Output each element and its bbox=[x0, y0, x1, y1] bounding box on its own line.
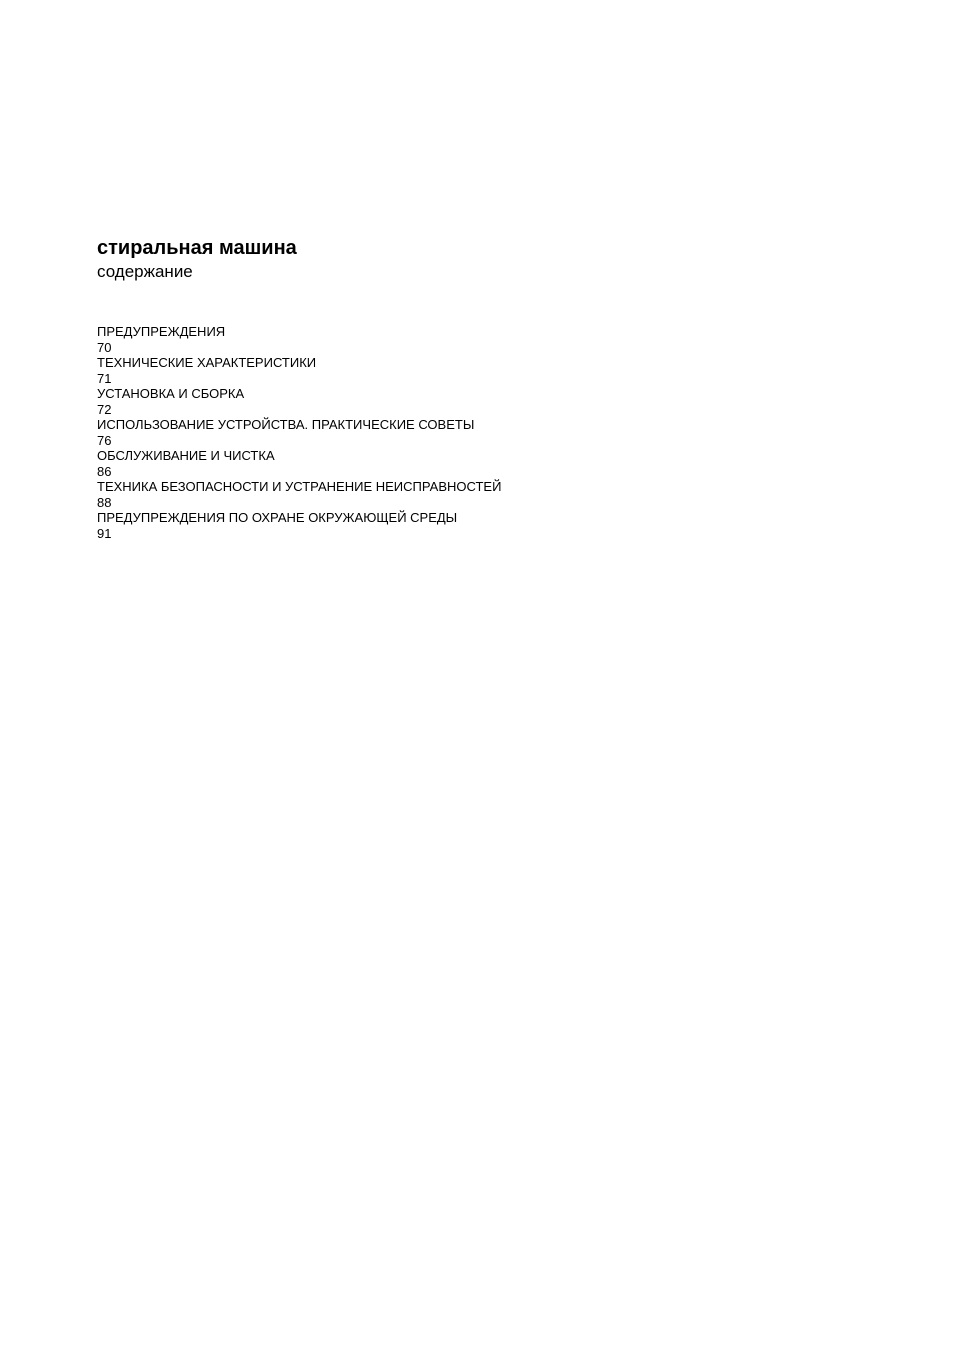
page-title: стиральная машина bbox=[97, 237, 297, 259]
toc-entry bbox=[97, 510, 501, 541]
toc-entry-label: ТЕХНИКА БЕЗОПАСНОСТИ И УСТРАНЕНИЕ НЕИСПРАВНОСТЕЙ bbox=[97, 479, 502, 494]
page-subtitle: содержание bbox=[97, 262, 193, 281]
toc-entry-page: 71 bbox=[97, 370, 112, 386]
toc-entry bbox=[97, 355, 501, 386]
toc-entry-label: ПРЕДУПРЕЖДЕНИЯ ПО ОХРАНЕ ОКРУЖАЮЩЕЙ СРЕДЫ bbox=[97, 510, 458, 525]
toc-entry-page: 76 bbox=[97, 432, 112, 448]
toc-entry bbox=[97, 324, 501, 355]
table-of-contents bbox=[97, 324, 501, 541]
toc-entry-label: ПРЕДУПРЕЖДЕНИЯ bbox=[97, 324, 226, 339]
toc-entry-label: УСТАНОВКА И СБОРКА bbox=[97, 386, 245, 401]
toc-entry-page: 88 bbox=[97, 494, 112, 510]
toc-entry-page: 72 bbox=[97, 401, 112, 417]
toc-entry-page: 70 bbox=[97, 339, 112, 355]
toc-entry bbox=[97, 448, 501, 479]
toc-entry-label: ИСПОЛЬЗОВАНИЕ УСТРОЙСТВА. ПРАКТИЧЕСКИЕ СОВЕТЫ bbox=[97, 417, 475, 432]
toc-entry-label: ТЕХНИЧЕСКИЕ ХАРАКТЕРИСТИКИ bbox=[97, 355, 317, 370]
toc-entry bbox=[97, 479, 501, 510]
toc-entry-label: ОБСЛУЖИВАНИЕ И ЧИСТКА bbox=[97, 448, 275, 463]
toc-entry-page: 91 bbox=[97, 525, 112, 541]
toc-entry bbox=[97, 417, 501, 448]
toc-entry-page: 86 bbox=[97, 463, 112, 479]
toc-entry bbox=[97, 386, 501, 417]
